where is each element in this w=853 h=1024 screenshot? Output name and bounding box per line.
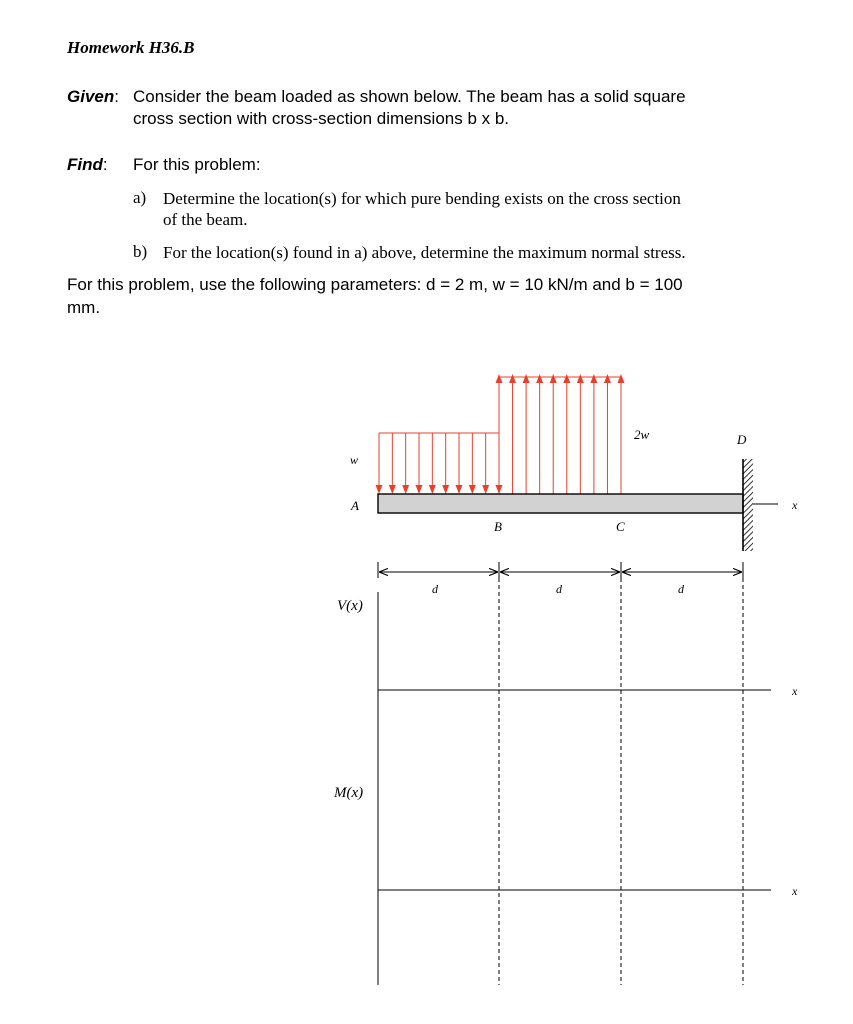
load-w-arrowhead xyxy=(456,485,463,494)
dim-label-BC: d xyxy=(556,582,562,596)
load-2w-arrowhead xyxy=(618,374,625,383)
page-title: Homework H36.B xyxy=(67,38,195,57)
given-line-2: cross section with cross-section dimensions b x b. xyxy=(133,109,510,128)
x-label-shear: x xyxy=(792,684,798,698)
load-w-arrowhead xyxy=(389,485,396,494)
load-2w-arrowhead xyxy=(536,374,543,383)
load-2w-arrowhead xyxy=(563,374,570,383)
given-label: Given: xyxy=(67,87,119,106)
beam xyxy=(378,494,743,513)
distributed-load-2w xyxy=(496,374,625,494)
dim-label-CD: d xyxy=(678,582,684,596)
label-C: C xyxy=(616,519,625,534)
item-b-line-1: For the location(s) found in a) above, determine the maximum normal stress. xyxy=(163,243,686,262)
item-a-line-1: Determine the location(s) for which pure bending exists on the cross section xyxy=(163,189,681,208)
dim-label-AB: d xyxy=(432,582,438,596)
fixed-support-hatch xyxy=(743,459,753,551)
find-intro: For this problem: xyxy=(133,155,261,174)
parameters-line-1: For this problem, use the following parameters: d = 2 m, w = 10 kN/m and b = 100 xyxy=(67,275,683,294)
shear-label: V(x) xyxy=(337,598,363,614)
load-w-arrowhead xyxy=(482,485,489,494)
label-D: D xyxy=(737,432,747,447)
load-2w-arrowhead xyxy=(550,374,557,383)
x-label-moment: x xyxy=(792,884,798,898)
load-w-arrowhead xyxy=(469,485,476,494)
load-w-arrowhead xyxy=(402,485,409,494)
label-2w: 2w xyxy=(634,427,650,442)
moment-label: M(x) xyxy=(334,785,364,801)
label-A: A xyxy=(351,498,359,513)
item-b-letter: b) xyxy=(133,242,148,261)
load-2w-arrowhead xyxy=(523,374,530,383)
load-w-arrowhead xyxy=(416,485,423,494)
load-2w-arrowhead xyxy=(604,374,611,383)
x-label-beam: x xyxy=(792,498,798,512)
parameters-line-2: mm. xyxy=(67,298,101,317)
load-2w-arrowhead xyxy=(577,374,584,383)
label-w: w xyxy=(350,453,359,467)
load-w-arrowhead xyxy=(429,485,436,494)
find-label: Find: xyxy=(67,155,108,174)
load-w-arrowhead xyxy=(442,485,449,494)
item-a-line-2: of the beam. xyxy=(163,210,248,229)
distributed-load-w xyxy=(376,433,503,494)
given-line-1: Consider the beam loaded as shown below. The beam has a solid square xyxy=(133,87,686,106)
label-B: B xyxy=(494,519,502,534)
item-a-letter: a) xyxy=(133,188,147,207)
load-2w-arrowhead xyxy=(496,374,503,383)
load-2w-arrowhead xyxy=(590,374,597,383)
load-2w-arrowhead xyxy=(509,374,516,383)
load-w-arrowhead xyxy=(376,485,383,494)
